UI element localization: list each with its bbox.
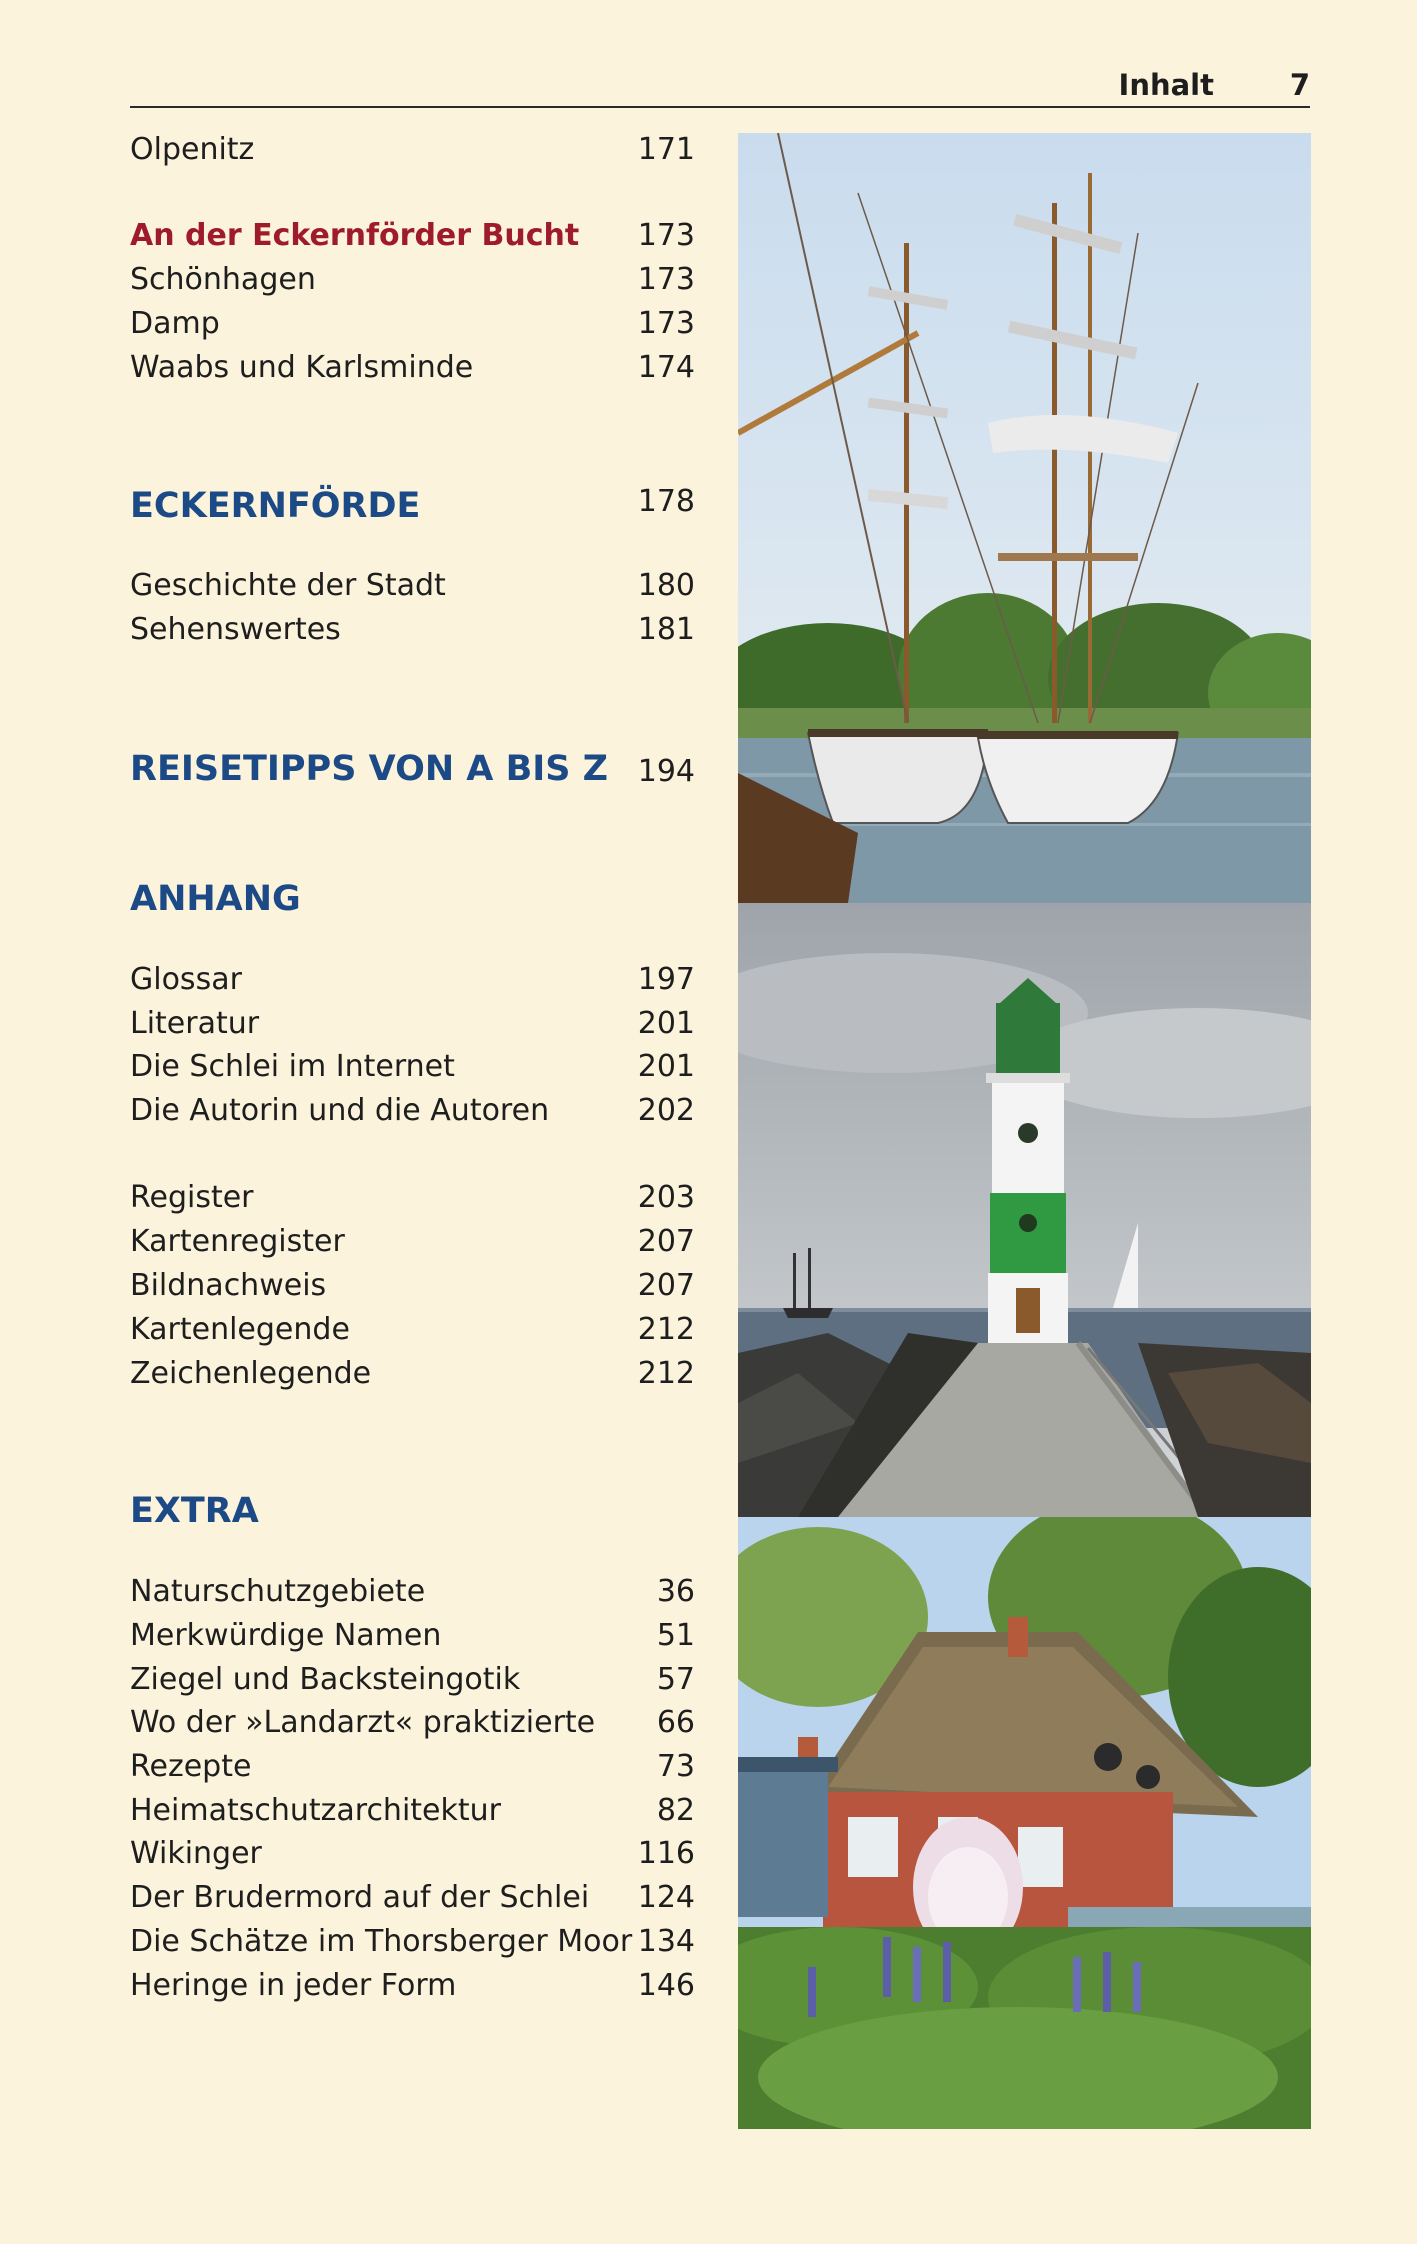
toc-entry-olpenitz[interactable] [130,132,695,168]
toc-entry-page: 116 [637,1836,695,1871]
toc-entry[interactable] [130,1312,695,1348]
toc-entry-page: 202 [637,1093,695,1128]
running-header [130,68,1310,108]
toc-entry-title: Merkwürdige Namen [130,1618,442,1653]
toc-entry[interactable] [130,1749,695,1785]
toc-entry[interactable] [130,612,695,648]
toc-entry-title: Bildnachweis [130,1268,327,1303]
toc-heading-title: ANHANG [130,879,301,919]
toc-entry-title: Glossar [130,962,242,997]
toc-entry-page: 173 [637,306,695,341]
toc-entry-page: 173 [637,218,695,253]
toc-subheading-eckernfoerder-bucht[interactable] [130,218,695,254]
toc-entry[interactable] [130,1793,695,1829]
toc-entry[interactable] [130,1705,695,1741]
toc-entry-title: Heringe in jeder Form [130,1968,457,2003]
toc-entry-title: Heimatschutzarchitektur [130,1793,501,1828]
toc-entry-page: 180 [637,568,695,603]
header-section-title: Inhalt [1118,68,1214,102]
toc-entry[interactable] [130,306,695,342]
toc-heading-title: EXTRA [130,1491,259,1531]
toc-heading-extra[interactable] [130,1490,695,1532]
toc-entry-title: Schönhagen [130,262,316,297]
toc-entry[interactable] [130,1662,695,1698]
toc-entry[interactable] [130,1356,695,1392]
toc-entry-title: Die Schätze im Thorsberger Moor [130,1924,633,1959]
toc-entry-title: Ziegel und Backsteingotik [130,1662,521,1697]
toc-heading-reisetipps[interactable] [130,748,695,790]
toc-entry[interactable] [130,1224,695,1260]
toc-entry[interactable] [130,1836,695,1872]
toc-entry-title: Literatur [130,1006,260,1041]
toc-entry[interactable] [130,1180,695,1216]
toc-entry-page: 124 [637,1880,695,1915]
toc-entry[interactable] [130,962,695,998]
photo-thatched-cottage [738,1517,1311,2129]
toc-entry[interactable] [130,262,695,298]
toc-entry-title: Zeichenlegende [130,1356,372,1391]
page-number: 7 [1289,68,1310,102]
toc-entry-title: Register [130,1180,254,1215]
toc-entry-page: 36 [656,1574,695,1609]
toc-heading-eckernfoerde[interactable] [130,485,695,527]
toc-entry-title: Der Brudermord auf der Schlei [130,1880,590,1915]
toc-entry-page: 212 [637,1312,695,1347]
toc-entry-title: Olpenitz [130,132,255,167]
toc-entry-title: Die Autorin und die Autoren [130,1093,550,1128]
toc-heading-page: 178 [637,484,695,519]
toc-entry[interactable] [130,1006,695,1042]
toc-entry-page: 201 [637,1006,695,1041]
toc-entry[interactable] [130,568,695,604]
toc-entry-title: Kartenlegende [130,1312,350,1347]
toc-entry-page: 207 [637,1224,695,1259]
toc-entry-title: Rezepte [130,1749,252,1784]
toc-entry-title: Kartenregister [130,1224,345,1259]
toc-entry-title: Die Schlei im Internet [130,1049,455,1084]
toc-entry[interactable] [130,1574,695,1610]
toc-entry[interactable] [130,1268,695,1304]
toc-entry[interactable] [130,1880,695,1916]
toc-entry-title: Waabs und Karlsminde [130,350,474,385]
toc-heading-title: ECKERNFÖRDE [130,486,421,526]
toc-heading-title: REISETIPPS VON A BIS Z [130,749,609,789]
toc-entry-title: Wikinger [130,1836,262,1871]
toc-entry-title: Sehenswertes [130,612,341,647]
toc-entry-page: 197 [637,962,695,997]
toc-heading-anhang[interactable] [130,878,695,920]
toc-entry[interactable] [130,1049,695,1085]
toc-entry-title: Geschichte der Stadt [130,568,446,603]
toc-entry[interactable] [130,1968,695,2004]
toc-entry[interactable] [130,1093,695,1129]
toc-entry-title: Wo der »Landarzt« praktizierte [130,1705,596,1740]
toc-entry-page: 66 [656,1705,695,1740]
toc-entry-page: 174 [637,350,695,385]
toc-entry-page: 51 [656,1618,695,1653]
toc-entry-page: 146 [637,1968,695,2003]
photo-lighthouse [738,903,1311,1517]
toc-entry-page: 201 [637,1049,695,1084]
toc-entry-page: 181 [637,612,695,647]
toc-entry-title: Damp [130,306,220,341]
toc-entry-page: 82 [656,1793,695,1828]
toc-entry-title: Naturschutzgebiete [130,1574,426,1609]
toc-entry-page: 173 [637,262,695,297]
toc-entry-page: 57 [656,1662,695,1697]
toc-entry-page: 212 [637,1356,695,1391]
toc-entry[interactable] [130,1924,695,1960]
toc-entry-page: 203 [637,1180,695,1215]
toc-entry-page: 73 [656,1749,695,1784]
toc-subheading-title: An der Eckernförder Bucht [130,218,580,253]
toc-entry-page: 207 [637,1268,695,1303]
toc-entry[interactable] [130,350,695,386]
toc-heading-page: 194 [637,754,695,789]
toc-entry[interactable] [130,1618,695,1654]
toc-entry-page: 134 [637,1924,695,1959]
photo-tall-ships [738,133,1311,903]
toc-entry-page: 171 [637,132,695,167]
